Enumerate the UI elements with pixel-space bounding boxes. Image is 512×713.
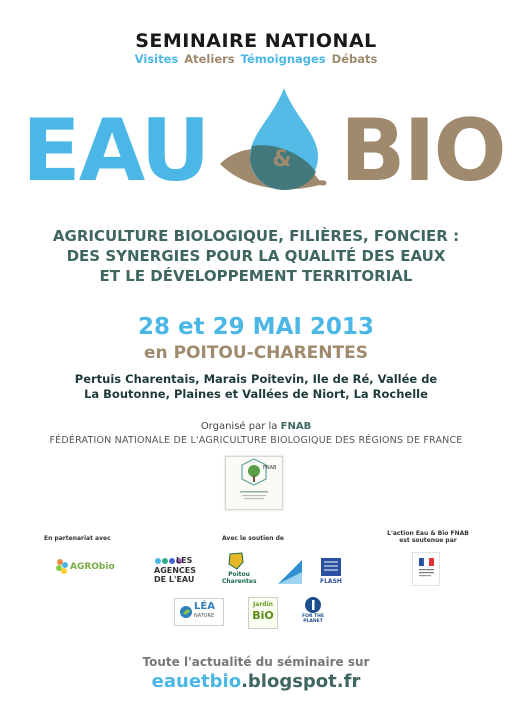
agrobio-flower-icon (52, 556, 72, 578)
logo-bio-text: BIO (340, 101, 505, 201)
agences-line-3: DE L'EAU (154, 575, 195, 584)
subtitle-temoignages: Témoignages (240, 52, 326, 66)
subtitle-ateliers: Ateliers (184, 52, 235, 66)
subtitle-debats: Débats (331, 52, 378, 66)
action-label (378, 530, 478, 544)
headline-line-3: ET LE DÉVELOPPEMENT TERRITORIAL (99, 267, 413, 285)
organizer-line (0, 421, 512, 432)
agences-line-1: LES (176, 556, 193, 565)
lea-text: LÉA (194, 601, 215, 612)
subtitle-visites: Visites (134, 52, 179, 66)
lea-nature-text: NATURE (194, 613, 215, 619)
headline-line-2: DES SYNERGIES POUR LA QUALITÉ DES EAUX (66, 247, 446, 265)
agences-eau-logo (154, 556, 212, 588)
lea-nature-logo (174, 598, 224, 626)
lea-leaf-icon (179, 605, 193, 619)
planet-line-1: FOR THE (302, 614, 324, 619)
action-label-line-1: L'action Eau & Bio FNAB (387, 530, 469, 537)
footer-caption: Toute l'actualité du séminaire sur (142, 655, 370, 669)
blog-link-part-1[interactable]: eauetbio (151, 671, 242, 692)
blog-link-part-2[interactable]: .blogspot.fr (241, 671, 361, 692)
action-label-line-2: est soutenue par (399, 537, 457, 544)
organizer-full-name: FÉDÉRATION NATIONALE DE L'AGRICULTURE BIOLOGIQUE DES RÉGIONS DE FRANCE (49, 435, 463, 446)
organizer-name: FNAB (280, 421, 312, 432)
event-dates: 28 et 29 MAI 2013 (138, 314, 374, 340)
planet-line-2: PLANET (303, 619, 323, 624)
triangle-wave-icon (276, 558, 304, 586)
places-line-1: Pertuis Charentais, Marais Poitevin, Ile de Ré, Vallée de (74, 372, 438, 386)
seminar-title: SEMINAIRE NATIONAL (135, 30, 377, 52)
agrobio-logo (52, 556, 115, 582)
logo-ampersand: & (272, 147, 292, 172)
region-triangle-logo (276, 558, 304, 586)
one-percent-planet-logo (300, 596, 326, 626)
blog-link[interactable] (0, 671, 512, 692)
agences-line-2: AGENCES (154, 566, 197, 575)
fnab-logo-text: FNAB (263, 465, 277, 471)
agrobio-text: AGRObio (70, 562, 115, 572)
logo-eau-text: EAU (22, 101, 209, 201)
partnership-label: En partenariat avec (44, 535, 111, 542)
places-line-2: La Boutonne, Plaines et Vallées de Niort, La Rochelle (84, 387, 428, 401)
water-drop-leaf-icon (212, 86, 342, 201)
event-region: en POITOU-CHARENTES (144, 343, 368, 363)
fnab-logo (225, 456, 283, 510)
poitou-map-icon (228, 552, 244, 570)
seminar-subtitle (0, 52, 512, 66)
headline (0, 226, 512, 286)
agences-text (176, 556, 192, 565)
organizer-prefix: Organisé par la (200, 421, 278, 432)
event-places (0, 372, 512, 402)
bio-text: BiO (252, 609, 274, 622)
flash-grid-icon (320, 556, 342, 578)
planet-text (300, 614, 326, 624)
poitou-text: Poitou Charentes (222, 571, 257, 585)
planet-circle-icon (304, 596, 322, 614)
jardin-text: Jardin (253, 601, 273, 608)
flash-logo (320, 556, 358, 586)
fnab-tree-icon (226, 457, 282, 509)
headline-line-1: AGRICULTURE BIOLOGIQUE, FILIÈRES, FONCIER : (52, 227, 460, 245)
jardin-bio-logo (248, 597, 278, 629)
support-label: Avec le soutien de (222, 535, 284, 542)
republique-francaise-logo (412, 552, 440, 586)
marianne-flag-icon (413, 553, 439, 585)
poitou-charentes-logo (222, 552, 256, 588)
flash-text: FLASH (320, 578, 342, 585)
